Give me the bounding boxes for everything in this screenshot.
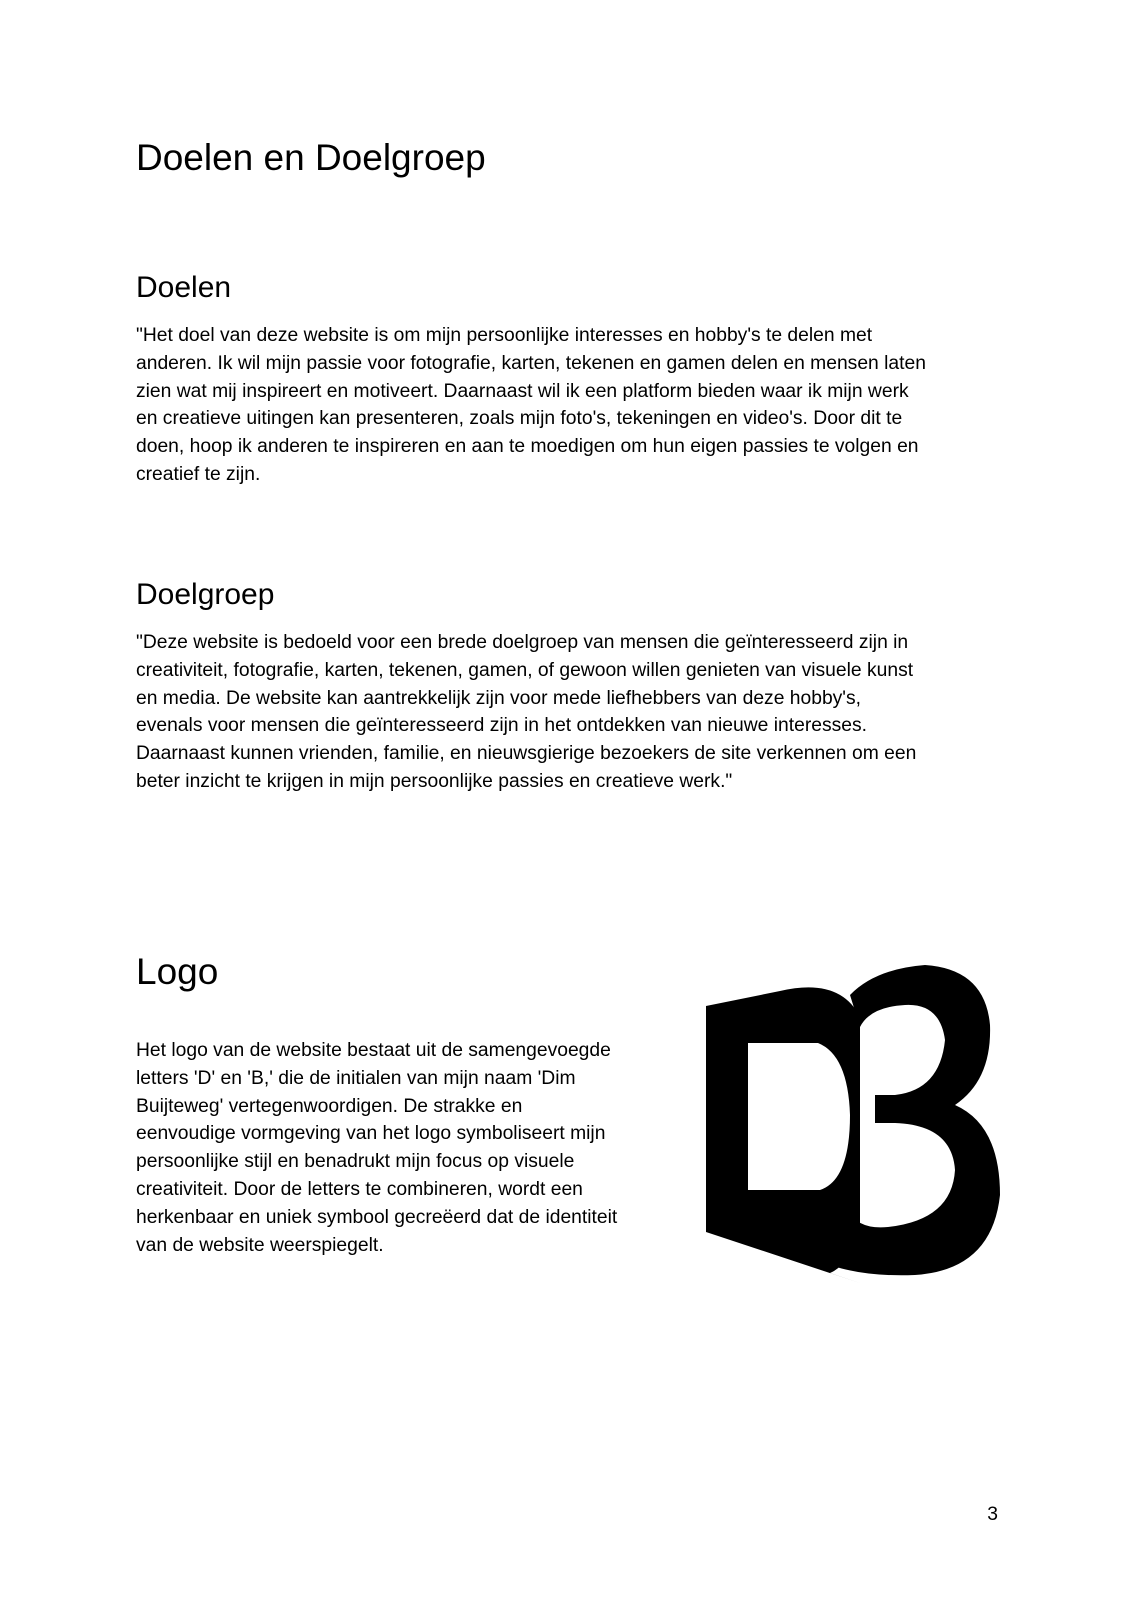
doelgroep-line: beter inzicht te krijgen in mijn persoonlijke passies en creatieve werk." [136, 770, 733, 792]
doelen-line: creatief te zijn. [136, 463, 261, 485]
doelgroep-line: Daarnaast kunnen vrienden, familie, en nieuwsgierige bezoekers de site verkennen om een [136, 743, 917, 765]
doelen-line: anderen. Ik wil mijn passie voor fotografie, karten, tekenen en gamen delen en mensen laten [136, 352, 926, 374]
page-number: 3 [987, 1504, 998, 1525]
doelgroep-line: en media. De website kan aantrekkelijk zijn voor mede liefhebbers van deze hobby's, [136, 687, 861, 709]
doelen-line: "Het doel van deze website is om mijn persoonlijke interesses en hobby's te delen met [136, 325, 873, 346]
logo-line: van de website weerspiegelt. [136, 1234, 384, 1256]
doelen-line: doen, hoop ik anderen te inspireren en aan te moedigen om hun eigen passies te volgen en [136, 436, 919, 458]
doelgroep-line: "Deze website is bedoeld voor een brede doelgroep van mensen die geïnteresseerd zijn in [136, 632, 909, 653]
logo-line: herkenbaar en uniek symbool gecreëerd dat de identiteit [136, 1206, 618, 1228]
logo-line: letters 'D' en 'B,' die de initialen van mijn naam 'Dim [136, 1067, 576, 1089]
db-monogram-icon [700, 965, 1000, 1283]
doelgroep-line: evenals voor mensen die geïnteresseerd zijn in het ontdekken van nieuwe interesses. [136, 715, 867, 737]
page-title: Doelen en Doelgroep [136, 137, 486, 178]
doelen-line: zien wat mij inspireert en motiveert. Daarnaast wil ik een platform bieden waar ik mijn werk [136, 380, 909, 402]
logo-line: persoonlijke stijl en benadrukt mijn focus op visuele [136, 1151, 575, 1173]
logo-letter-d [706, 987, 860, 1283]
logo-paragraph [136, 1037, 617, 1259]
doelen-line: en creatieve uitingen kan presenteren, zoals mijn foto's, tekeningen en video's. Door dit te [136, 408, 903, 430]
doelgroep-paragraph [136, 629, 916, 796]
doelgroep-line: creativiteit, fotografie, karten, tekenen, gamen, of gewoon willen genieten van visuele kunst [136, 659, 914, 681]
doelen-paragraph [136, 322, 926, 489]
logo-heading: Logo [136, 951, 219, 992]
logo-line: creativiteit. Door de letters te combineren, wordt een [136, 1178, 583, 1200]
doelen-heading: Doelen [136, 271, 232, 304]
doelgroep-heading: Doelgroep [136, 578, 275, 611]
logo-line: eenvoudige vormgeving van het logo symboliseert mijn [136, 1123, 606, 1145]
logo-line: Buijteweg' vertegenwoordigen. De strakke en [136, 1095, 523, 1117]
logo-line: Het logo van de website bestaat uit de samengevoegde [136, 1040, 611, 1061]
